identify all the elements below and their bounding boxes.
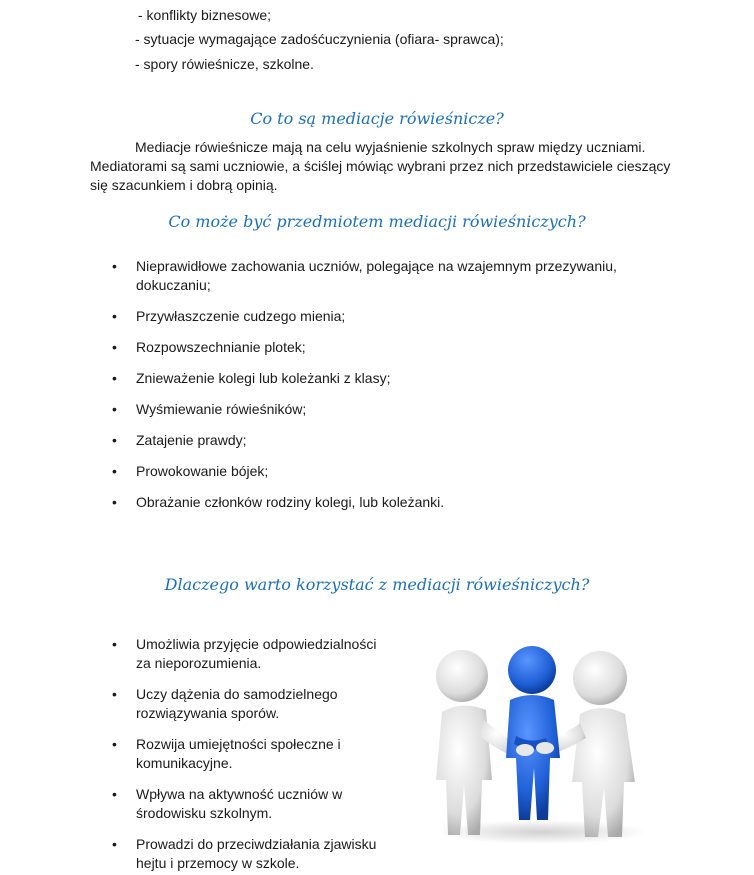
heading-why-mediation: Dlaczego warto korzystać z mediacji rówieśniczych?	[164, 575, 590, 594]
list-item-text: hejtu i przemocy w szkole.	[136, 855, 300, 871]
bullet-icon: •	[112, 401, 117, 417]
bullet-icon: •	[112, 686, 117, 702]
list-item-text: komunikacyjne.	[136, 755, 233, 771]
list-item-text: za nieporozumienia.	[136, 655, 262, 671]
list-item	[112, 369, 632, 388]
bullet-icon: •	[112, 494, 117, 510]
three-figures-handshake-icon	[430, 640, 655, 845]
intro-line-2: - sytuacje wymagające zadośćuczynienia (ofiara- sprawca);	[135, 31, 504, 47]
list-item-text: Obrażanie członków rodziny kolegi, lub koleżanki.	[136, 494, 445, 510]
list-item	[112, 493, 632, 512]
bullet-icon: •	[112, 339, 117, 355]
list-item-text: Umożliwia przyjęcie odpowiedzialności	[136, 636, 377, 652]
list-item-text: Prowadzi do przeciwdziałania zjawisku	[136, 836, 377, 852]
list-item-text: rozwiązywania sporów.	[136, 705, 280, 721]
list-item-text: Rozwija umiejętności społeczne i	[136, 736, 341, 752]
bullet-icon: •	[112, 308, 117, 324]
list-item	[112, 257, 632, 295]
list-item-text: Rozpowszechnianie plotek;	[136, 339, 306, 355]
bullet-icon: •	[112, 836, 117, 852]
bullet-icon: •	[112, 786, 117, 802]
bullet-icon: •	[112, 258, 117, 274]
list-item	[112, 338, 632, 357]
bullet-icon: •	[112, 636, 117, 652]
intro-line-3: - spory rówieśnicze, szkolne.	[135, 56, 314, 72]
bullet-icon: •	[112, 432, 117, 448]
list-item-text: dokuczaniu;	[136, 277, 211, 293]
list-item-text: Prowokowanie bójek;	[136, 463, 269, 479]
bullet-icon: •	[112, 736, 117, 752]
paragraph-line-1: Mediacje rówieśnicze mają na celu wyjaśnienie szkolnych spraw między uczniami.	[135, 139, 646, 155]
list-item	[112, 400, 632, 419]
paragraph-line-3: się szacunkiem i dobrą opinią.	[90, 177, 278, 193]
list-item-text: Wyśmiewanie rówieśników;	[136, 401, 307, 417]
list-item-text: Znieważenie kolegi lub koleżanki z klasy;	[136, 370, 391, 386]
list-item-text: Nieprawidłowe zachowania uczniów, polegające na wzajemnym przezywaniu,	[136, 258, 617, 274]
list-item-text: Przywłaszczenie cudzego mienia;	[136, 308, 346, 324]
list-item-text: środowisku szkolnym.	[136, 805, 273, 821]
list-item	[112, 307, 632, 326]
list-item-text: Uczy dążenia do samodzielnego	[136, 686, 338, 702]
list-item	[112, 431, 632, 450]
intro-line-1: - konflikty biznesowe;	[138, 7, 272, 23]
bullet-icon: •	[112, 463, 117, 479]
list-item-text: Wpływa na aktywność uczniów w	[136, 786, 343, 802]
paragraph-line-2: Mediatorami są sami uczniowie, a ściślej mówiąc wybrani przez nich przedstawiciele cieszący	[90, 158, 671, 174]
bullet-icon: •	[112, 370, 117, 386]
list-item-text: Zatajenie prawdy;	[136, 432, 247, 448]
list-item	[112, 462, 632, 481]
heading-what-is-mediation: Co to są mediacje rówieśnicze?	[250, 109, 504, 128]
heading-mediation-subjects: Co może być przedmiotem mediacji rówieśniczych?	[168, 212, 586, 231]
